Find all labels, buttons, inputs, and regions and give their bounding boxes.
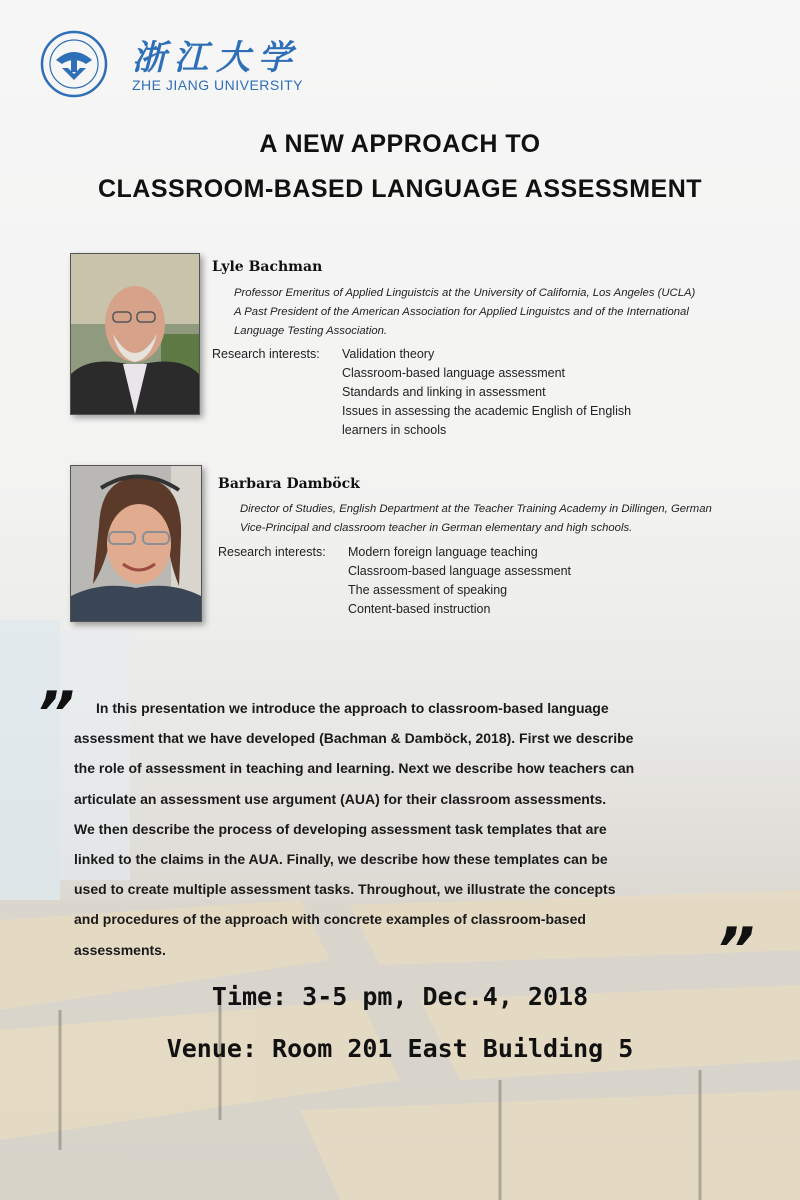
page-title-line1: A NEW APPROACH TO <box>259 130 541 158</box>
interest-item: Classroom-based language assessment <box>342 366 566 380</box>
interest-item: Modern foreign language teaching <box>348 545 538 559</box>
bio-line: Vice-Principal and classroom teacher in German elementary and high schools. <box>240 522 633 534</box>
abstract-line: and procedures of the approach with concrete examples of classroom-based <box>74 911 586 928</box>
abstract-line: used to create multiple assessment tasks. Throughout, we illustrate the concepts <box>74 881 616 898</box>
interest-item: Content-based instruction <box>348 602 491 616</box>
abstract-line: articulate an assessment use argument (AUA) for their classroom assessments. <box>74 790 607 807</box>
open-quote-icon: ” <box>36 679 75 749</box>
speaker-bio <box>240 500 795 538</box>
university-seal-icon <box>40 30 108 98</box>
speaker-name: Barbara Damböck <box>218 476 360 492</box>
bio-line: A Past President of the American Association for Applied Linguistcs and of the International <box>234 306 689 318</box>
speaker-name: Lyle Bachman <box>212 259 323 275</box>
interest-item: The assessment of speaking <box>348 583 508 597</box>
abstract-line: assessment that we have developed (Bachman & Damböck, 2018). First we describe <box>74 730 634 747</box>
research-interests-label: Research interests: <box>212 347 320 361</box>
university-name-chinese: 浙江大学 <box>132 38 300 78</box>
abstract-line: linked to the claims in the AUA. Finally, we describe how these templates can be <box>74 851 608 868</box>
bio-line: Language Testing Association. <box>234 325 388 337</box>
close-quote-icon: ” <box>716 915 755 985</box>
bio-line: Professor Emeritus of Applied Linguistcis at the University of California, Los Angeles (UCLA) <box>234 287 696 299</box>
bio-line: Director of Studies, English Department at the Teacher Training Academy in Dillingen, German <box>240 503 712 515</box>
speaker-photo-bachman <box>70 253 200 415</box>
event-venue: Venue: Room 201 East Building 5 <box>166 1034 634 1063</box>
university-name-english: ZHE JIANG UNIVERSITY <box>132 77 304 93</box>
event-time: Time: 3-5 pm, Dec.4, 2018 <box>211 982 589 1011</box>
research-interests-list <box>348 543 571 619</box>
speaker-photo-dambock <box>70 465 202 622</box>
research-interests-label: Research interests: <box>218 545 326 559</box>
speaker-bio <box>234 284 784 341</box>
abstract-line: We then describe the process of developing assessment task templates that are <box>74 820 607 837</box>
interest-item: Validation theory <box>342 347 435 361</box>
interest-item: Standards and linking in assessment <box>342 385 546 399</box>
abstract-line: the role of assessment in teaching and learning. Next we describe how teachers can <box>74 760 635 777</box>
abstract-line: In this presentation we introduce the approach to classroom-based language <box>96 700 609 716</box>
interest-item: Issues in assessing the academic English of English <box>342 404 632 418</box>
abstract-line: assessments. <box>74 941 166 958</box>
page-title-line2: CLASSROOM-BASED LANGUAGE ASSESSMENT <box>97 175 703 203</box>
interest-item: learners in schools <box>342 423 447 437</box>
abstract-text <box>74 693 754 965</box>
research-interests-list <box>342 345 631 440</box>
interest-item: Classroom-based language assessment <box>348 564 572 578</box>
